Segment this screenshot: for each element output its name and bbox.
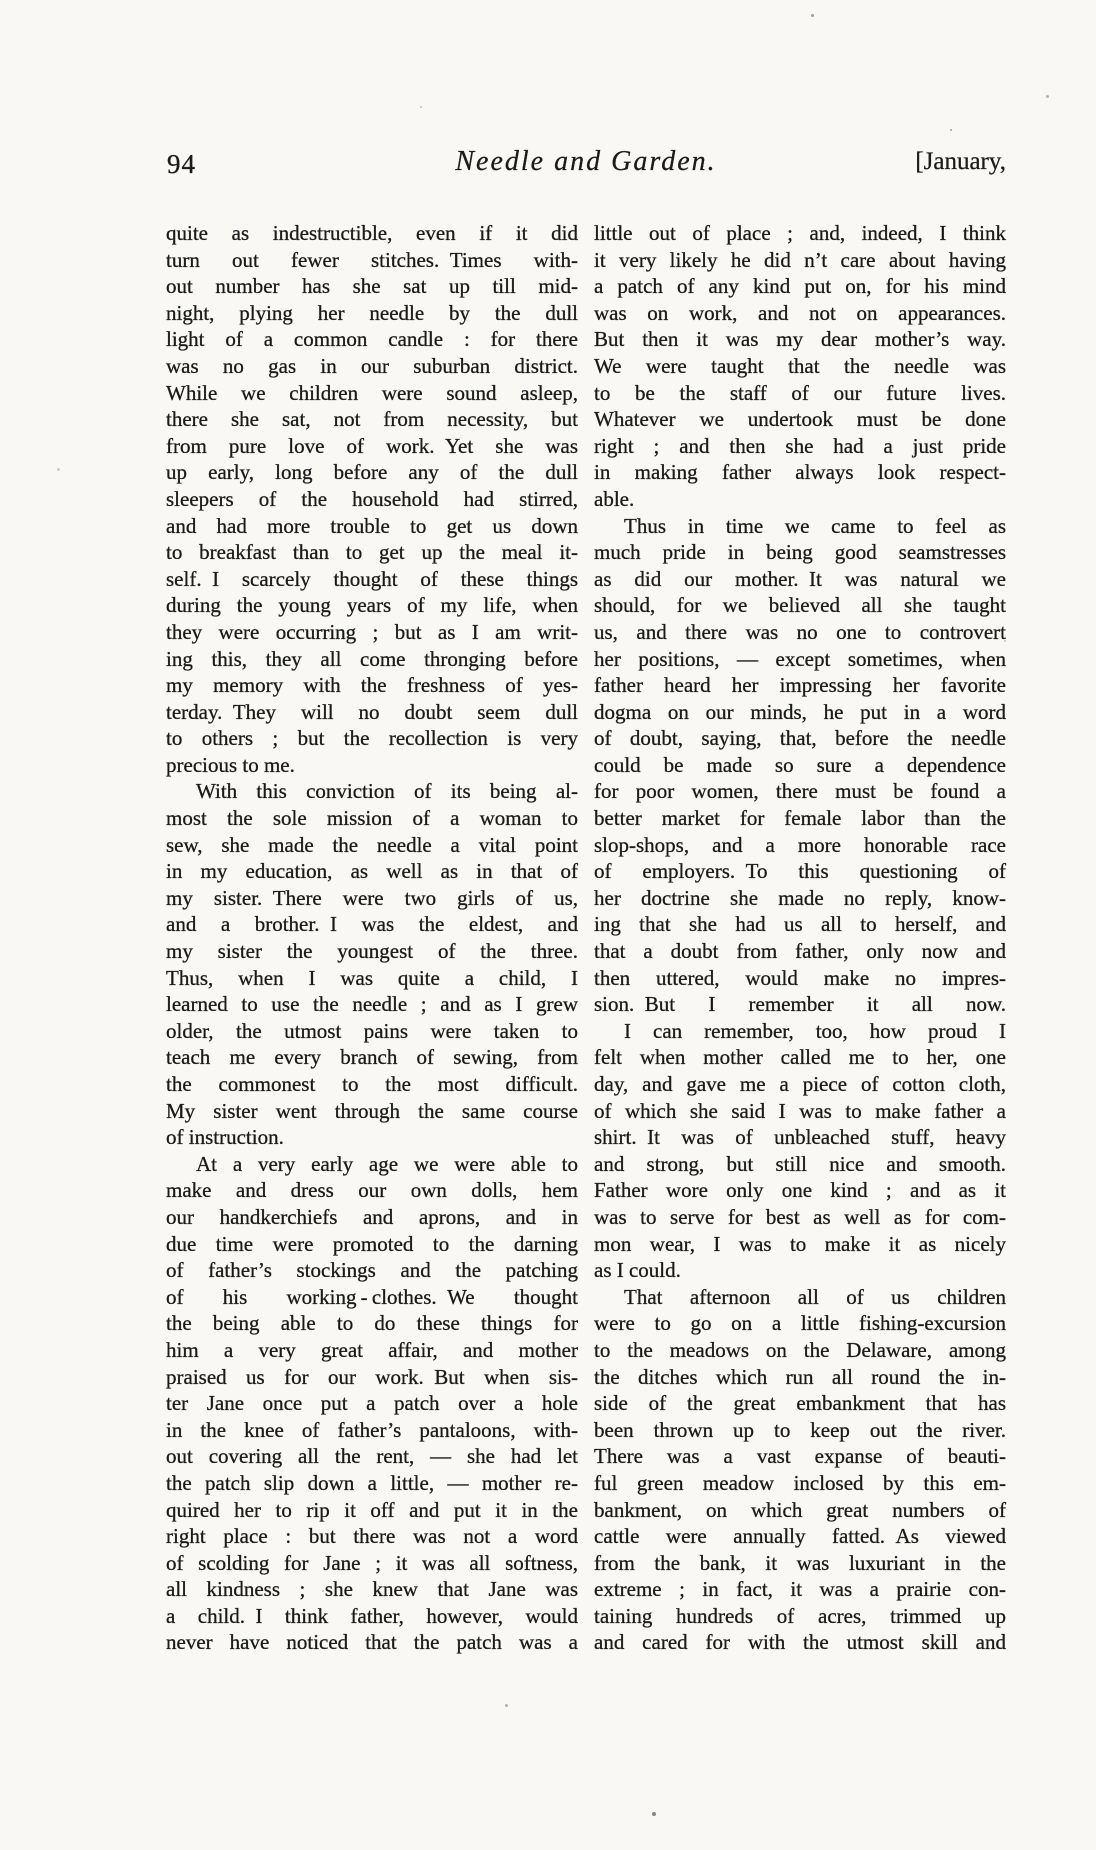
text-line: felt when mother called me to her, one	[594, 1045, 1006, 1070]
text-line: That afternoon all of us children	[624, 1284, 1006, 1309]
text-line: of which she said I was to make father a	[594, 1098, 1006, 1123]
text-line: older, the utmost pains were taken to	[166, 1018, 578, 1043]
text-line: With this conviction of its being al-	[196, 779, 578, 804]
text-line: cattle were annually fatted. As viewed	[594, 1524, 1006, 1549]
scan-speck	[1046, 95, 1049, 98]
text-line: for poor women, there must be found a	[594, 779, 1006, 804]
text-line: up early, long before any of the dull	[166, 460, 578, 485]
text-line: While we children were sound asleep,	[166, 380, 578, 405]
text-line: and had more trouble to get us down	[166, 513, 578, 538]
text-line: that a doubt from father, only now and	[594, 939, 1006, 964]
text-line: There was a vast expanse of beauti-	[594, 1444, 1006, 1469]
text-line: Father wore only one kind ; and as it	[594, 1178, 1006, 1203]
text-line: us, and there was no one to controvert	[594, 619, 1006, 644]
text-line: the ditches which run all round the in-	[594, 1364, 1006, 1389]
paragraph	[166, 1151, 578, 1656]
text-line: quired her to rip it off and put it in the	[166, 1497, 578, 1522]
text-line: was on work, and not on appearances.	[594, 300, 1006, 325]
text-line: shirt. It was of unbleached stuff, heavy	[594, 1125, 1006, 1150]
text-line: able.	[594, 486, 635, 511]
text-line: to breakfast than to get up the meal it-	[166, 540, 578, 565]
paragraph	[594, 220, 1006, 513]
text-line: Thus, when I was quite a child, I	[166, 965, 578, 990]
page-number: 94	[167, 149, 196, 179]
scan-speck	[950, 129, 952, 131]
scan-speck	[322, 1590, 324, 1592]
paragraph	[594, 1018, 1006, 1284]
text-line: in the knee of father’s pantaloons, with-	[166, 1417, 578, 1442]
text-line: ing that she had us all to herself, and	[594, 912, 1006, 937]
text-line: teach me every branch of sewing, from	[166, 1045, 578, 1070]
column-right	[594, 220, 1006, 1656]
text-line: make and dress our own dolls, hem	[166, 1178, 578, 1203]
text-line: should, for we believed all she taught	[594, 593, 1006, 618]
text-line: night, plying her needle by the dull	[166, 300, 578, 325]
text-line: of employers. To this questioning of	[594, 859, 1006, 884]
column-left	[166, 220, 578, 1656]
text-line: terday. They will no doubt seem dull	[166, 699, 578, 724]
text-line: At a very early age we were able to	[196, 1151, 578, 1176]
text-line: my sister. There were two girls of us,	[166, 885, 578, 910]
running-header	[166, 146, 1006, 182]
text-line: self. I scarcely thought of these things	[166, 566, 578, 591]
text-line: been thrown up to keep out the river.	[594, 1417, 1006, 1442]
text-line: there she sat, not from necessity, but	[166, 407, 578, 432]
text-line: side of the great embankment that has	[594, 1391, 1006, 1416]
text-line: and a brother. I was the eldest, and	[166, 912, 578, 937]
text-line: of instruction.	[166, 1125, 284, 1150]
text-line: We were taught that the needle was	[594, 353, 1006, 378]
text-line: father heard her impressing her favorite	[594, 673, 1006, 698]
text-line: of doubt, saying, that, before the needle	[594, 726, 1006, 751]
text-line: learned to use the needle ; and as I grew	[166, 992, 578, 1017]
text-line: Thus in time we came to feel as	[624, 513, 1006, 538]
text-line: of his working - clothes. We thought	[166, 1284, 578, 1309]
text-line: in my education, as well as in that of	[166, 859, 578, 884]
paragraph	[594, 513, 1006, 1018]
text-line: in making father always look respect-	[594, 460, 1006, 485]
text-line: all kindness ; she knew that Jane was	[166, 1577, 578, 1602]
text-line: and cared for with the utmost skill and	[594, 1630, 1006, 1655]
issue-date: [January,	[915, 148, 1006, 175]
text-line: right place : but there was not a word	[166, 1524, 578, 1549]
text-line: to be the staff of our future lives.	[594, 380, 1006, 405]
scan-speck	[811, 14, 814, 17]
text-line: our handkerchiefs and aprons, and in	[166, 1204, 578, 1229]
text-line: due time were promoted to the darning	[166, 1231, 578, 1256]
text-line: it very likely he did n’t care about having	[594, 247, 1006, 272]
text-line: dogma on our minds, he put in a word	[594, 699, 1006, 724]
text-line: the patch slip down a little, — mother re-	[166, 1470, 578, 1495]
text-line: taining hundreds of acres, trimmed up	[594, 1603, 1006, 1628]
text-line: But then it was my dear mother’s way.	[594, 327, 1006, 352]
text-line: were to go on a little fishing-excursion	[594, 1311, 1006, 1336]
text-line: to others ; but the recollection is very	[166, 726, 578, 751]
text-line: they were occurring ; but as I am writ-	[166, 619, 578, 644]
text-line: extreme ; in fact, it was a prairie con-	[594, 1577, 1006, 1602]
text-line: as did our mother. It was natural we	[594, 566, 1006, 591]
text-line: a child. I think father, however, would	[166, 1603, 578, 1628]
text-line: turn out fewer stitches. Times with-	[166, 247, 578, 272]
text-line: him a very great affair, and mother	[166, 1337, 578, 1362]
text-line: was to serve for best as well as for com-	[594, 1204, 1006, 1229]
text-line: then uttered, would make no impres-	[594, 965, 1006, 990]
text-line: Whatever we undertook must be done	[594, 407, 1006, 432]
scan-speck	[1004, 640, 1006, 642]
text-line: ter Jane once put a patch over a hole	[166, 1391, 578, 1416]
text-line: day, and gave me a piece of cotton cloth,	[594, 1072, 1006, 1096]
text-line: and strong, but still nice and smooth.	[594, 1151, 1006, 1176]
scan-speck	[505, 1704, 508, 1707]
text-line: during the young years of my life, when	[166, 593, 578, 618]
text-line: praised us for our work. But when sis-	[166, 1364, 578, 1389]
text-line: right ; and then she had a just pride	[594, 433, 1006, 458]
text-line: ful green meadow inclosed by this em-	[594, 1470, 1006, 1495]
text-line: little out of place ; and, indeed, I think	[594, 221, 1006, 245]
text-line: never have noticed that the patch was a	[166, 1630, 578, 1655]
text-line: my memory with the freshness of yes-	[166, 673, 578, 698]
paragraph	[594, 1284, 1006, 1656]
text-line: her positions, — except sometimes, when	[594, 646, 1006, 671]
text-line: sleepers of the household had stirred,	[166, 486, 578, 511]
text-line: of father’s stockings and the patching	[166, 1258, 578, 1283]
text-line: my sister the youngest of the three.	[166, 939, 578, 964]
paragraph	[166, 778, 578, 1150]
paragraph	[166, 220, 578, 778]
journal-title: Needle and Garden.	[455, 146, 717, 177]
scan-speck	[652, 1812, 656, 1816]
text-line: most the sole mission of a woman to	[166, 806, 578, 831]
text-line: ing this, they all come thronging before	[166, 646, 578, 671]
text-line: from the bank, it was luxuriant in the	[594, 1550, 1006, 1575]
text-line: of scolding for Jane ; it was all softness,	[166, 1550, 578, 1575]
text-line: quite as indestructible, even if it did	[166, 221, 578, 245]
text-line: light of a common candle : for there	[166, 327, 578, 352]
text-line: better market for female labor than the	[594, 806, 1006, 831]
text-line: could be made so sure a dependence	[594, 752, 1006, 777]
text-line: the commonest to the most difficult.	[166, 1072, 578, 1096]
text-line: a patch of any kind put on, for his mind	[594, 274, 1006, 299]
text-line: out covering all the rent, — she had let	[166, 1444, 578, 1469]
scan-speck	[420, 106, 422, 108]
text-line: slop-shops, and a more honorable race	[594, 832, 1006, 857]
text-line: My sister went through the same course	[166, 1098, 578, 1123]
text-line: out number has she sat up till mid-	[166, 274, 578, 299]
scan-speck	[57, 468, 60, 471]
text-line: much pride in being good seamstresses	[594, 540, 1006, 565]
text-line: mon wear, I was to make it as nicely	[594, 1231, 1006, 1256]
text-line: from pure love of work. Yet she was	[166, 433, 578, 458]
text-line: was no gas in our suburban district.	[166, 353, 578, 378]
text-line: precious to me.	[166, 752, 295, 777]
text-line: I can remember, too, how proud I	[624, 1018, 1006, 1043]
text-line: sew, she made the needle a vital point	[166, 832, 578, 857]
text-line: her doctrine she made no reply, know-	[594, 885, 1006, 910]
text-line: as I could.	[594, 1258, 681, 1283]
text-line: bankment, on which great numbers of	[594, 1497, 1006, 1522]
text-line: sion. But I remember it all now.	[594, 992, 1006, 1017]
text-line: to the meadows on the Delaware, among	[594, 1337, 1006, 1362]
text-line: the being able to do these things for	[166, 1311, 578, 1336]
